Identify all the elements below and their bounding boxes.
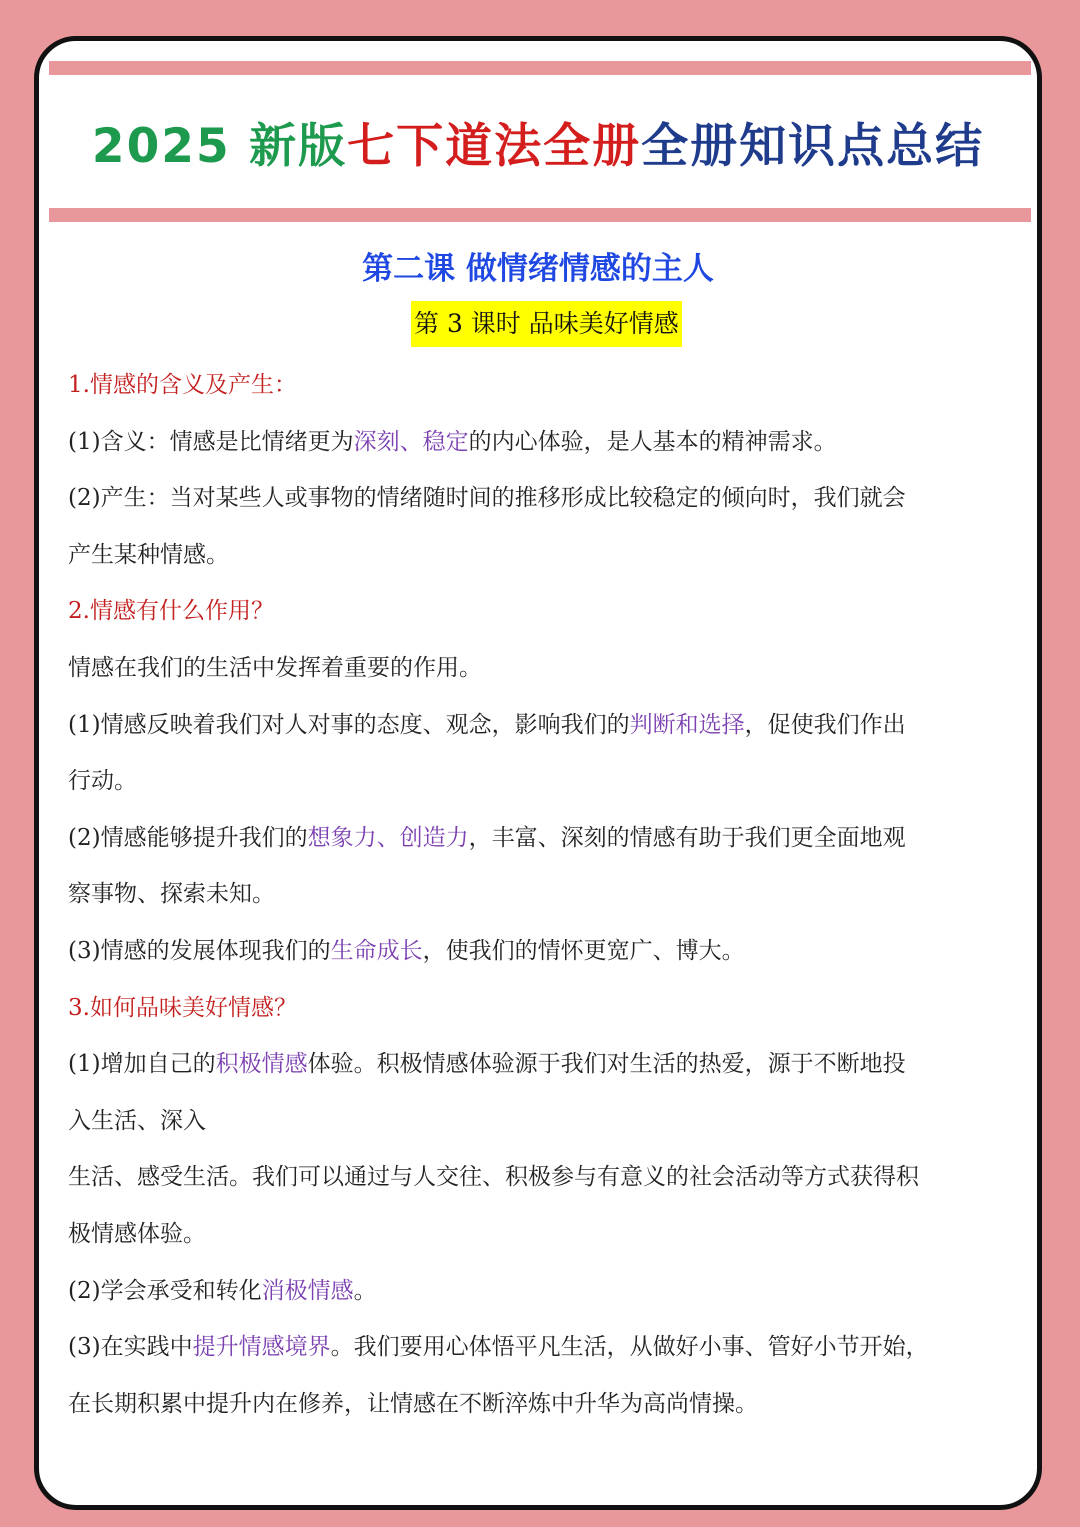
text-segment: (1)含义：情感是比情绪更为 [68,428,354,455]
content-line [68,1093,1023,1150]
content-line [68,1319,1023,1376]
text-segment: (2)学会承受和转化 [68,1277,262,1304]
text-segment: ，使我们的情怀更宽广、博大。 [422,937,745,964]
text-segment: (3)情感的发展体现我们的 [68,937,331,964]
content-line [68,1149,1023,1206]
text-segment: (2)产生：当对某些人或事物的情绪随时间的推移形成比较稳定的倾向时，我们就会 [68,485,906,512]
session-title: 第 3 课时 品味美好情感 [411,301,682,347]
content-body [68,357,1023,1432]
text-segment: 产生某种情感。 [68,541,229,568]
content-line [68,753,1023,810]
content-line [68,470,1023,527]
content-line [68,697,1023,754]
content-line [68,1206,1023,1263]
text-segment: (1)情感反映着我们对人对事的态度、观念，影响我们的 [68,711,630,738]
text-segment: ，丰富、深刻的情感有助于我们更全面地观 [468,824,906,851]
keyword: 提升情感境界 [192,1334,331,1361]
content-line [68,810,1023,867]
text-segment: (1)增加自己的 [68,1051,216,1078]
content-line [68,923,1023,980]
keyword: 生命成长 [330,937,423,964]
keyword: 消极情感 [261,1277,354,1304]
page-title [39,107,1037,187]
content-line [68,866,1023,923]
keyword: 积极情感 [215,1051,308,1078]
content-line [68,414,1023,471]
text-segment: 。 [353,1277,377,1304]
keyword: 判断和选择 [629,711,745,738]
content-line [68,1376,1023,1433]
title-year-part: 2025 新版 [91,119,348,174]
text-segment: 入生活、深入 [68,1107,206,1134]
text-segment: (2)情感能够提升我们的 [68,824,308,851]
text-segment: 行动。 [68,768,137,795]
text-segment: (3)在实践中 [68,1334,193,1361]
text-segment: 情感在我们的生活中发挥着重要的作用。 [68,654,482,681]
keyword: 想象力、创造力 [307,824,469,851]
document-card [34,36,1042,1510]
section-heading: 3.如何品味美好情感？ [68,994,297,1021]
keyword: 深刻、稳定 [353,428,469,455]
text-segment: ，促使我们作出 [744,711,906,738]
title-book-part: 七下道法全册 [347,119,642,174]
text-segment: 在长期积累中提升内在修养，让情感在不断淬炼中升华为高尚情操。 [68,1390,758,1417]
top-divider [49,61,1031,75]
text-segment: 体验。积极情感体验源于我们对生活的热爱，源于不断地投 [307,1051,906,1078]
section-heading: 2.情感有什么作用？ [68,598,274,625]
title-summary-part: 全册知识点总结 [641,119,985,174]
text-segment: 生活、感受生活。我们可以通过与人交往、积极参与有意义的社会活动等方式获得积 [68,1164,919,1191]
text-segment: 察事物、探索未知。 [68,881,275,908]
content-line [68,640,1023,697]
section-heading: 1.情感的含义及产生： [68,372,297,398]
content-line [68,1036,1023,1093]
bottom-divider [49,208,1031,222]
text-segment: 的内心体验，是人基本的精神需求。 [468,428,837,455]
text-segment: 。我们要用心体悟平凡生活，从做好小事、管好小节开始， [330,1334,929,1361]
lesson-title: 第二课 做情绪情感的主人 [362,251,714,287]
text-segment: 极情感体验。 [68,1220,206,1247]
content-line [68,1263,1023,1320]
content-line [68,527,1023,584]
